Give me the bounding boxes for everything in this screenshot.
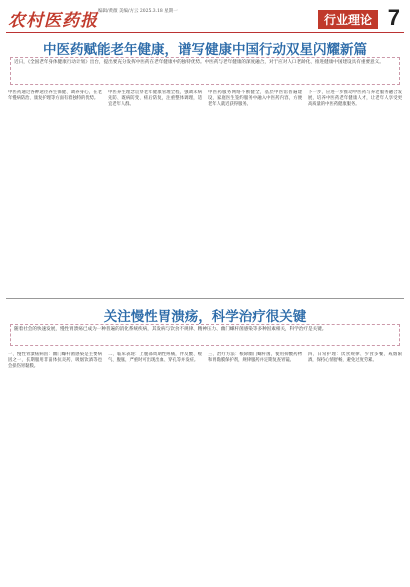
article1-headline: 中医药赋能老年健康，谱写健康中国行动双星闪耀新篇 xyxy=(43,42,367,58)
article2-body xyxy=(8,352,402,580)
page-number: 7 xyxy=(387,5,400,30)
article1-col: 中医养生理念贯穿老年健康管理全程，强调未病先防、既病防变、瘥后防复，注重整体调理，适宜老年人群。 xyxy=(108,90,202,108)
section-label: 行业理论 xyxy=(318,10,378,29)
article-divider xyxy=(6,298,404,299)
newspaper-logo: 农村医药报 xyxy=(8,11,98,31)
article1-col: 下一步，应进一步推动中医药与养老服务融合发展，培养中医药老年健康人才，让老年人享受更高质量的中医药健康服务。 xyxy=(308,90,402,108)
article1-col: 中医药服务网络不断健全，基层中医馆普遍建设，家庭医生签约服务中融入中医药内容，方便老年人就近获得服务。 xyxy=(208,90,302,108)
article1-abstract: 近日，《全国老年身体健康行动计划》出台，提出要充分发挥中医药在老年健康中的独特优势。中医药与老年健康的深度融合，对于应对人口老龄化、推进健康中国建设具有重要意义。 xyxy=(10,57,400,85)
masthead xyxy=(6,4,404,33)
issue-info: 编辑/黄薇 美编/方云 2025.3.18 星期一 xyxy=(98,9,178,14)
article2-col: 四、日常护理：饮食规律、少食多餐，戒烟限酒，保持心情舒畅，避免过度劳累。 xyxy=(308,352,402,364)
article2-col: 一、慢性胃溃疡病因：幽门螺杆菌感染是主要病因之一，长期服用非甾体抗炎药、吸烟饮酒等也会损伤胃黏膜。 xyxy=(8,352,102,370)
article2-col: 三、治疗方法：根除幽门螺杆菌，使用抑酸药物和胃黏膜保护剂，规律服药并定期复查胃镜。 xyxy=(208,352,302,364)
article2-abstract: 随着社会的快速发展，慢性胃溃疡已成为一种普遍的消化系统疾病，其发病与饮食不规律、精神压力、幽门螺杆菌感染等多种因素相关，科学治疗是关键。 xyxy=(10,324,400,346)
article2-headline: 关注慢性胃溃疡，科学治疗很关键 xyxy=(103,309,307,325)
article2-col: 二、临床表现：上腹部周期性疼痛，伴反酸、嗳气、腹胀，严重时可出现出血、穿孔等并发症。 xyxy=(108,352,202,364)
article1-col: 中医药通过各种途径养生保健、调养身心，在老年慢病防治、康复护理等方面有着独特的优势。 xyxy=(8,90,102,102)
article1-body xyxy=(8,90,402,290)
